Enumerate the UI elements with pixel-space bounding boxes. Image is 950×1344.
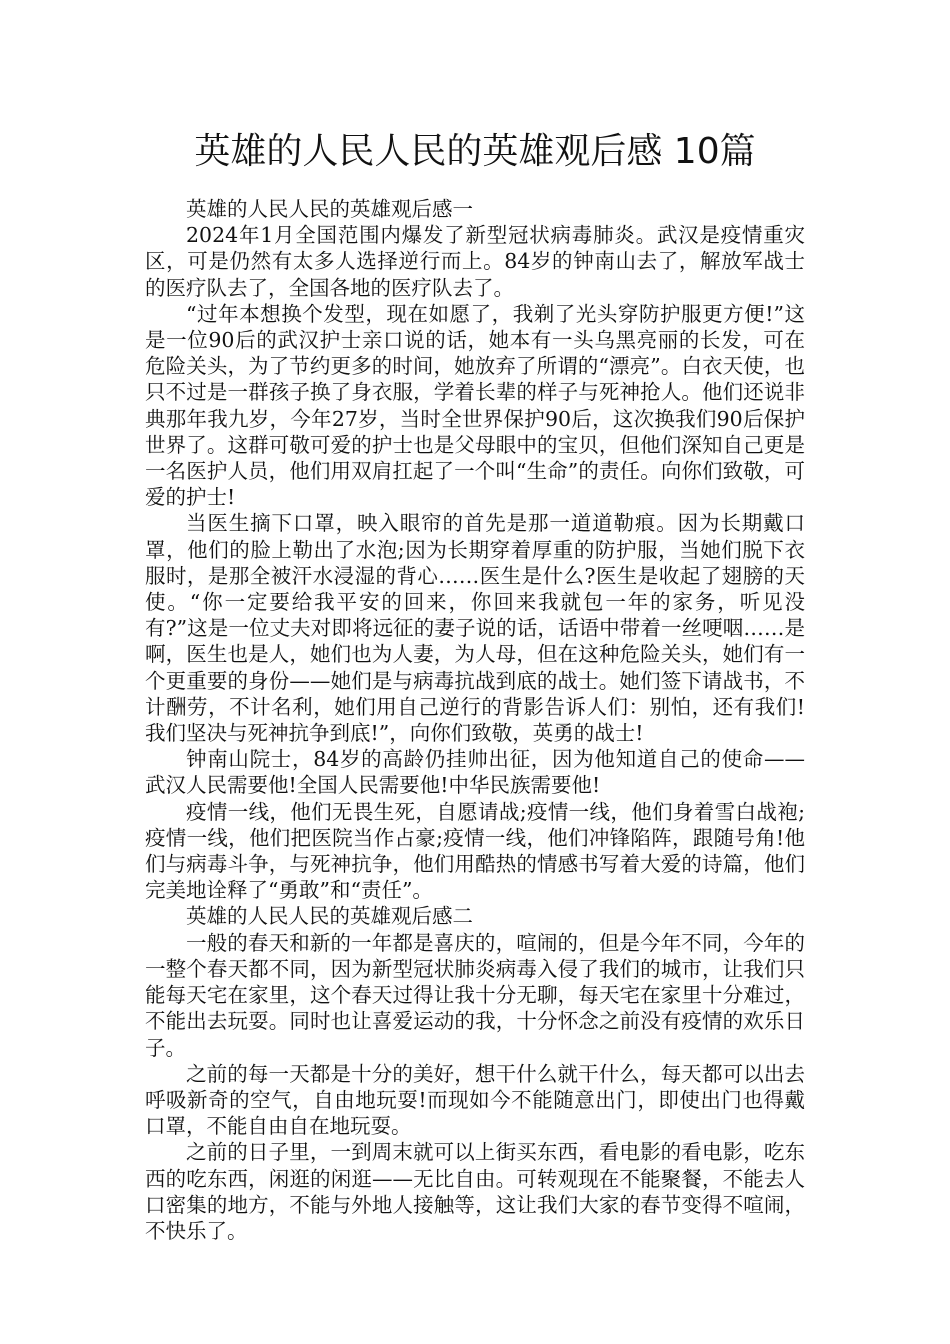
document-title: 英雄的人民人民的英雄观后感 10篇 bbox=[194, 131, 756, 172]
paragraph: “过年本想换个发型，现在如愿了，我剃了光头穿防护服更方便!”这是一位90后的武汉护士亲口说的话，她本有一头乌黑亮丽的长发，可在危险关头，为了节约更多的时间，她放弃了所谓的“漂亮”。白衣天使，也只不过是一群孩子换了身衣服，学着长辈的样子与死神抢人。他们还说非典那年我九岁，今年27岁，当时全世界保护90后，这次换我们90后保护世界了。这群可敬可爱的护士也是父母眼中的宝贝，但他们深知自己更是一名医护人员，他们用双肩扛起了一个叫“生命”的责任。向你们致敬，可爱的护士! bbox=[145, 301, 805, 510]
paragraph: 2024年1月全国范围内爆发了新型冠状病毒肺炎。武汉是疫情重灾区，可是仍然有太多人选择逆行而上。84岁的钟南山去了，解放军战士的医疗队去了，全国各地的医疗队去了。 bbox=[145, 223, 805, 300]
paragraph: 疫情一线，他们无畏生死，自愿请战;疫情一线，他们身着雪白战袍;疫情一线，他们把医院当作占豪;疫情一线，他们冲锋陷阵，跟随号角!他们与病毒斗争，与死神抗争，他们用酷热的情感书写着大爱的诗篇，他们完美地诠释了“勇敢”和“责任”。 bbox=[145, 799, 805, 903]
paragraph: 一般的春天和新的一年都是喜庆的，喧闹的，但是今年不同，今年的一整个春天都不同，因为新型冠状肺炎病毒入侵了我们的城市，让我们只能每天宅在家里，这个春天过得让我十分无聊，每天宅在家里十分难过，不能出去玩耍。同时也让喜爱运动的我，十分怀念之前没有疫情的欢乐日子。 bbox=[145, 930, 805, 1060]
section-heading: 英雄的人民人民的英雄观后感二 bbox=[186, 904, 473, 929]
paragraph: 之前的日子里，一到周末就可以上街买东西，看电影的看电影，吃东西的吃东西，闲逛的闲逛——无比自由。可转观现在不能聚餐，不能去人口密集的地方，不能与外地人接触等，这让我们大家的春节变得不喧闹，不快乐了。 bbox=[145, 1140, 805, 1243]
paragraph: 钟南山院士，84岁的高龄仍挂帅出征，因为他知道自己的使命——武汉人民需要他!全国人民需要他!中华民族需要他! bbox=[145, 747, 805, 798]
document-body bbox=[145, 196, 805, 1244]
paragraph: 之前的每一天都是十分的美好，想干什么就干什么，每天都可以出去呼吸新奇的空气，自由地玩耍!而现如今不能随意出门，即使出门也得戴口罩，不能自由自在地玩耍。 bbox=[145, 1061, 805, 1139]
paragraph: 当医生摘下口罩，映入眼帘的首先是那一道道勒痕。因为长期戴口罩，他们的脸上勒出了水泡;因为长期穿着厚重的防护服，当她们脱下衣服时，是那全被汗水浸湿的背心……医生是什么?医生是收起了翅膀的天使。“你一定要给我平安的回来，你回来我就包一年的家务，听见没有?”这是一位丈夫对即将远征的妻子说的话，话语中带着一丝哽咽……是啊，医生也是人，她们也为人妻，为人母，但在这种危险关头，她们有一个更重要的身份——她们是与病毒抗战到底的战士。她们签下请战书，不计酬劳，不计名利，她们用自己逆行的背影告诉人们：别怕，还有我们!我们坚决与死神抗争到底!”，向你们致敬，英勇的战士! bbox=[145, 511, 805, 746]
section-heading: 英雄的人民人民的英雄观后感一 bbox=[186, 197, 473, 221]
